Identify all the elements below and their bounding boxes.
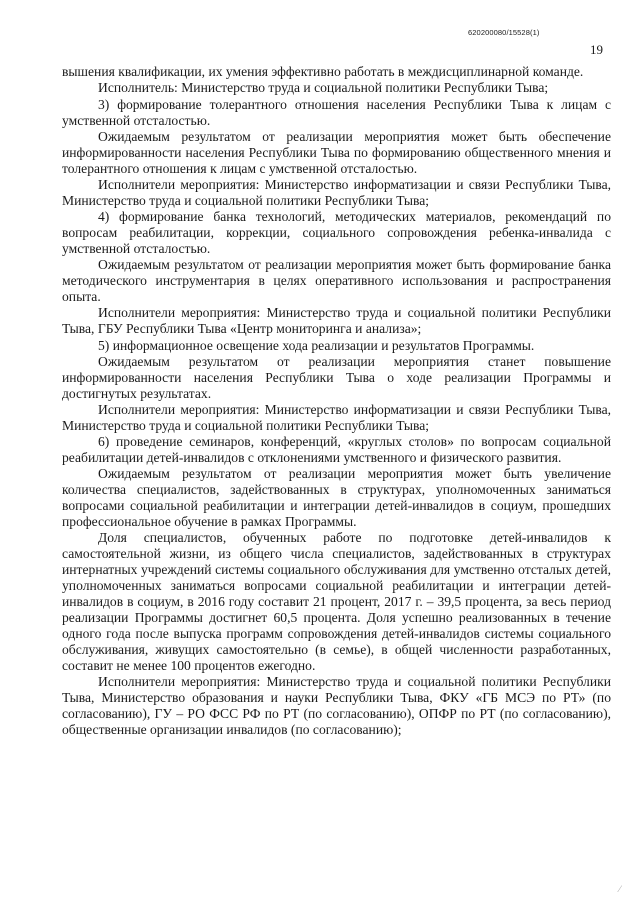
paragraph: 6) проведение семинаров, конференций, «круглых столов» по вопросам социальной реабилитации детей-инвалидов с отклонениями умственного и физического развития. [62,434,611,466]
paragraph: Доля специалистов, обученных работе по подготовке детей-инвалидов к самостоятельной жизни, из общего числа специалистов, задействованных в структурах интернатных учреждений системы социального обслуживания для умственно отсталых детей, уполномоченных заниматься вопросами социальной реабилитации и интеграции детей-инвалидов в социум, в 2016 году составит 21 процент, 2017 г. – 39,5 процента, за весь период реализации Программы достигнет 60,5 процента. Доля успешно реализованных в течение одного года после выпуска программ сопровождения детей-инвалидов системы социального обслуживания, живущих самостоятельно (в семье), в общей численности разработанных, составит не менее 100 процентов ежегодно. [62,530,611,673]
document-body [62,64,611,738]
scan-mark: ⁄ [619,884,621,894]
document-id: 620200080/15528(1) [468,28,540,37]
paragraph: Ожидаемым результатом от реализации мероприятия станет повышение информированности населения Республики Тыва о ходе реализации Программы и достигнутых результатах. [62,353,611,401]
page-number: 19 [590,42,603,57]
paragraph: Исполнители мероприятия: Министерство труда и социальной политики Республики Тыва, Министерство образования и науки Республики Тыва, ФКУ «ГБ МСЭ по РТ» (по согласованию), ГУ – РО ФСС РФ по РТ (по согласованию), ОПФР по РТ (по согласованию), общественные организации инвалидов (по согласованию); [62,673,611,737]
paragraph: Ожидаемым результатом от реализации мероприятия может быть увеличение количества специалистов, задействованных в структурах, уполномоченных заниматься вопросами социальной реабилитации и интеграции детей-инвалидов в социум, прошедших профессиональное обучение в рамках Программы. [62,466,611,530]
paragraph: 3) формирование толерантного отношения населения Республики Тыва к лицам с умственной отсталостью. [62,96,611,128]
paragraph: Исполнители мероприятия: Министерство информатизации и связи Республики Тыва, Министерство труда и социальной политики Республики Тыва; [62,401,611,433]
paragraph: Исполнители мероприятия: Министерство информатизации и связи Республики Тыва, Министерство труда и социальной политики Республики Тыва; [62,176,611,208]
paragraph: Ожидаемым результатом от реализации мероприятия может быть формирование банка методического инструментария в целях оперативного использования и распространения опыта. [62,257,611,305]
paragraph: 5) информационное освещение хода реализации и результатов Программы. [98,337,535,353]
paragraph: Исполнитель: Министерство труда и социальной политики Республики Тыва; [98,80,549,96]
paragraph: Ожидаемым результатом от реализации мероприятия может быть обеспечение информированности населения Республики Тыва по формированию общественного мнения и толерантного отношения к лицам с умственной отсталостью. [62,128,611,176]
paragraph: Исполнители мероприятия: Министерство труда и социальной политики Республики Тыва, ГБУ Республики Тыва «Центр мониторинга и анализа»; [62,305,611,337]
paragraph-continuation: вышения квалификации, их умения эффективно работать в междисциплинарной команде. [62,64,584,79]
paragraph: 4) формирование банка технологий, методических материалов, рекомендаций по вопросам реабилитации, коррекции, социального сопровождения ребенка-инвалида с умственной отсталостью. [62,209,611,256]
